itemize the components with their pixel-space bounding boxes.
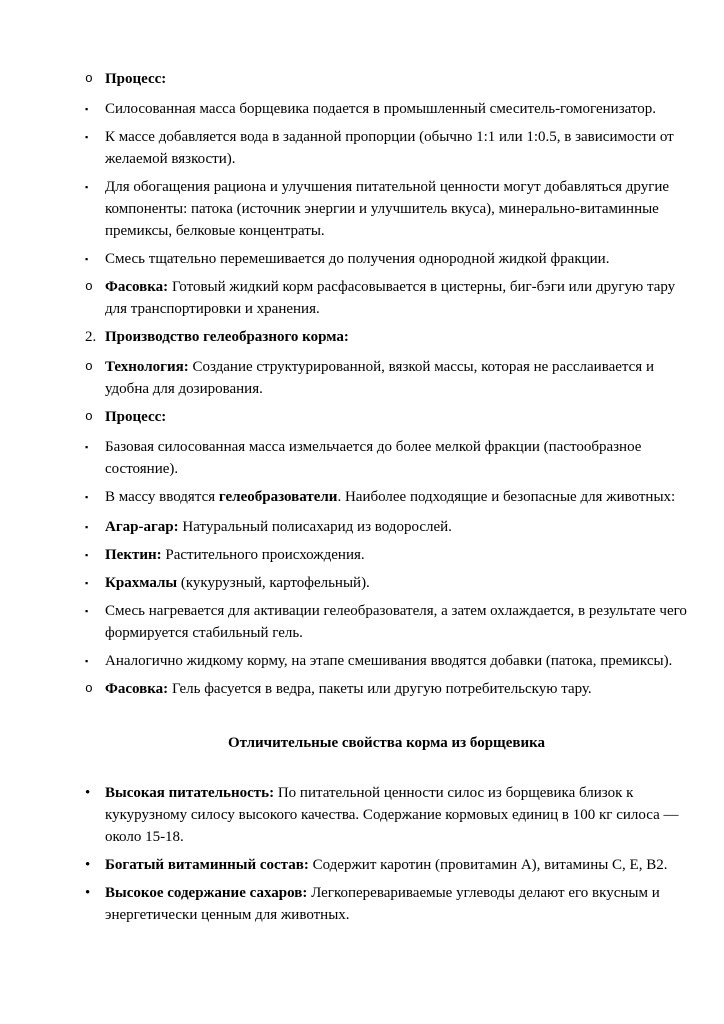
round-bullet-marker: • — [85, 785, 91, 801]
list-item — [85, 176, 688, 242]
item-text: Процесс: — [105, 409, 167, 425]
list-item — [85, 516, 688, 538]
item-text: Фасовка: Готовый жидкий корм расфасовывается в цистерны, биг-бэги или другую тару для транспортировки и хранения. — [105, 279, 676, 317]
list-item — [85, 98, 688, 120]
square-bullet-marker: ▪ — [85, 578, 89, 588]
item-text: Высокое содержание сахаров: Легкоперевариваемые углеводы делают его вкусным и энергетически ценным для животных. — [105, 885, 660, 923]
item-text: Смесь тщательно перемешивается до получения однородной жидкой фракции. — [105, 251, 610, 267]
item-text: Агар-агар: Натуральный полисахарид из водорослей. — [105, 519, 452, 535]
item-text: В массу вводятся гелеобразователи. Наиболее подходящие и безопасные для животных: — [105, 489, 676, 505]
square-bullet-marker: ▪ — [85, 492, 89, 502]
list-item — [85, 276, 688, 320]
item-text: Процесс: — [105, 71, 167, 87]
list-item — [85, 544, 688, 566]
list-item — [85, 600, 688, 644]
item-text: Смесь нагревается для активации гелеобразователя, а затем охлаждается, в результате чего формируется стабильный гель. — [105, 603, 687, 641]
list-item — [85, 882, 688, 926]
square-bullet-marker: ▪ — [85, 656, 89, 666]
item-text: Производство гелеобразного корма: — [105, 329, 349, 345]
list-item — [85, 68, 688, 90]
item-text: Крахмалы (кукурузный, картофельный). — [105, 575, 370, 591]
circle-bullet-marker: o — [85, 681, 93, 696]
list-item — [85, 326, 688, 348]
list-item — [85, 572, 688, 594]
list-item — [85, 678, 688, 700]
list-item — [85, 486, 688, 508]
square-bullet-marker: ▪ — [85, 182, 89, 192]
list-item — [85, 650, 688, 672]
item-text: К массе добавляется вода в заданной пропорции (обычно 1:1 или 1:0.5, в зависимости от желаемой вязкости). — [105, 129, 674, 167]
list-number-marker: 2. — [85, 329, 97, 345]
square-bullet-marker: ▪ — [85, 606, 89, 616]
square-bullet-marker: ▪ — [85, 132, 89, 142]
circle-bullet-marker: o — [85, 409, 93, 424]
square-bullet-marker: ▪ — [85, 442, 89, 452]
item-text: Фасовка: Гель фасуется в ведра, пакеты или другую потребительскую тару. — [105, 681, 592, 697]
square-bullet-marker: ▪ — [85, 522, 89, 532]
item-text: Высокая питательность: По питательной ценности силос из борщевика близок к кукурузному силосу высокого качества. Содержание кормовых единиц в 100 кг силоса — около 15-18. — [105, 785, 679, 845]
circle-bullet-marker: o — [85, 359, 93, 374]
round-bullet-marker: • — [85, 885, 91, 901]
item-text: Богатый витаминный состав: Содержит каротин (провитамин А), витамины C, E, B2. — [105, 857, 668, 873]
list-item — [85, 436, 688, 480]
list-item — [85, 782, 688, 848]
item-text: Базовая силосованная масса измельчается до более мелкой фракции (пастообразное состояние). — [105, 439, 642, 477]
item-text: Технология: Создание структурированной, вязкой массы, которая не расслаивается и удобна для дозирования. — [105, 359, 654, 397]
document-body — [85, 68, 688, 926]
square-bullet-marker: ▪ — [85, 104, 89, 114]
list-item — [85, 854, 688, 876]
round-bullet-marker: • — [85, 857, 91, 873]
list-item — [85, 406, 688, 428]
circle-bullet-marker: o — [85, 279, 93, 294]
list-item — [85, 126, 688, 170]
list-item — [85, 356, 688, 400]
square-bullet-marker: ▪ — [85, 550, 89, 560]
item-text: Силосованная масса борщевика подается в промышленный смеситель-гомогенизатор. — [105, 101, 657, 117]
item-text: Для обогащения рациона и улучшения питательной ценности могут добавляться другие компоненты: патока (источник энергии и улучшитель вкуса), минерально-витаминные премиксы, белковые концентраты. — [105, 179, 670, 239]
section-heading: Отличительные свойства корма из борщевика — [227, 735, 546, 751]
square-bullet-marker: ▪ — [85, 254, 89, 264]
item-text: Пектин: Растительного происхождения. — [105, 547, 365, 563]
list-item — [85, 248, 688, 270]
circle-bullet-marker: o — [85, 71, 93, 86]
item-text: Аналогично жидкому корму, на этапе смешивания вводятся добавки (патока, премиксы). — [105, 653, 673, 669]
